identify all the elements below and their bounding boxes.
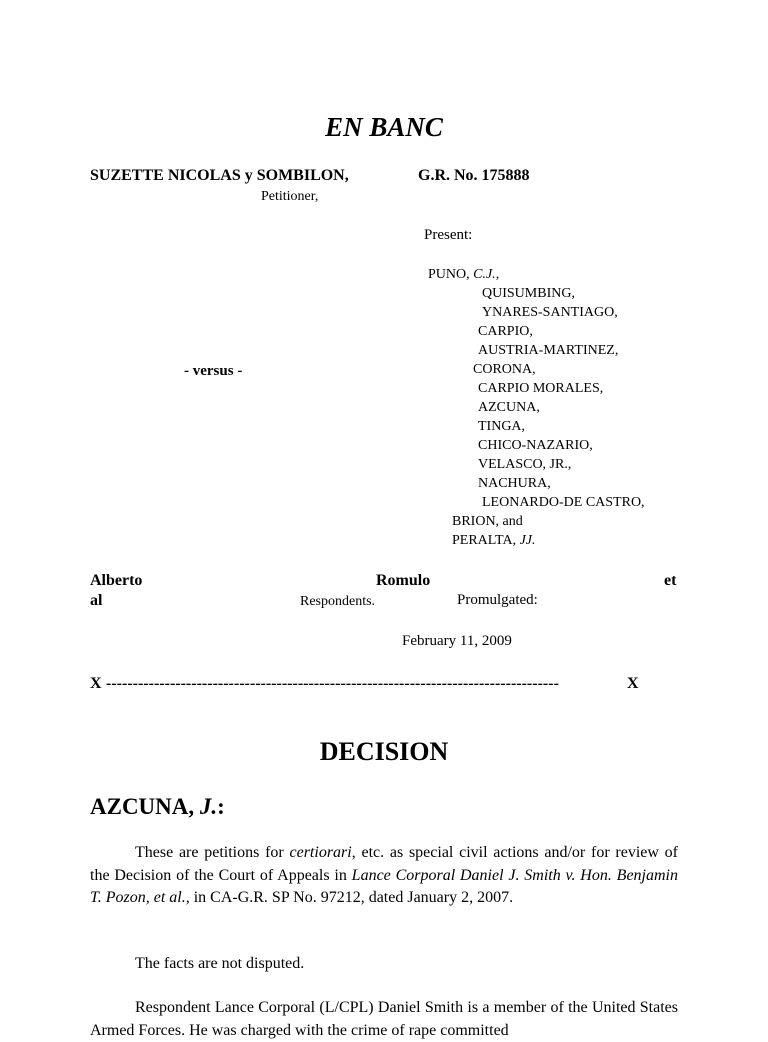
justice-suffix: JJ. [519, 533, 536, 548]
body-paragraph-2: The facts are not disputed. [135, 955, 305, 972]
justice-item: CHICO-NAZARIO, [478, 438, 593, 453]
justice-item: YNARES-SANTIAGO, [482, 305, 618, 320]
justice-item: CARPIO, [478, 324, 533, 339]
justice-item [428, 267, 499, 283]
respondent-first-name: Alberto [90, 572, 143, 589]
text-segment: These are petitions for [135, 844, 290, 861]
petitioner-name: SUZETTE NICOLAS y SOMBILON, [90, 167, 349, 184]
ponente-title: J. [199, 794, 218, 819]
justice-name: PUNO, [428, 267, 474, 282]
gr-number: G.R. No. 175888 [418, 167, 530, 184]
petitioner-role: Petitioner, [261, 189, 319, 204]
present-label: Present: [424, 227, 473, 243]
respondent-al: al [90, 592, 103, 609]
body-paragraph-3: Respondent Lance Corporal (L/CPL) Daniel Smith is a member of the United States Armed Forces. He was charged with the crime of rape committed [90, 999, 678, 1039]
justice-item: AZCUNA, [478, 400, 540, 415]
respondent-et: et [664, 572, 677, 589]
ponente-colon: : [217, 794, 225, 819]
justice-item: VELASCO, JR., [478, 457, 572, 472]
justice-tail: , [495, 267, 500, 282]
ponente-name: AZCUNA, [90, 794, 200, 819]
respondent-role: Respondents. [300, 594, 376, 609]
decision-heading: DECISION [319, 737, 449, 766]
court-division-title: EN BANC [325, 112, 443, 142]
caption-divider-start: X [90, 675, 102, 692]
body-paragraph-1 [90, 842, 678, 910]
text-segment: , in CA-G.R. SP No. 97212, dated January 2, 2007. [185, 889, 514, 906]
justice-suffix: C.J. [473, 267, 496, 282]
justice-item: CARPIO MORALES, [478, 381, 604, 396]
justice-item: QUISUMBING, [482, 286, 575, 301]
justice-item: LEONARDO-DE CASTRO, [482, 495, 645, 510]
justice-name: PERALTA, [452, 533, 520, 548]
text-segment: , etc. as special civil actions and/or for review of the Decision of the Court of Appeals in [90, 844, 679, 884]
text-segment: certiorari [289, 844, 352, 861]
case-citation: Lance Corporal Daniel J. Smith v. Hon. Benjamin T. Pozon, et al. [90, 866, 679, 906]
promulgated-label: Promulgated: [457, 592, 538, 608]
caption-divider-dashes: ------------------------------------------------------------------------------------- [106, 675, 559, 692]
versus-label: - versus - [184, 363, 243, 379]
ponente-line [90, 794, 225, 820]
justice-item: TINGA, [478, 419, 526, 434]
promulgated-date: February 11, 2009 [402, 633, 512, 649]
caption-divider-end: X [627, 675, 639, 692]
justice-item: BRION, and [452, 514, 523, 529]
respondent-last-name: Romulo [376, 572, 431, 589]
justice-item: AUSTRIA-MARTINEZ, [478, 343, 619, 358]
justice-item: CORONA, [473, 362, 536, 377]
justice-item: NACHURA, [478, 476, 551, 491]
justice-item [452, 533, 536, 549]
